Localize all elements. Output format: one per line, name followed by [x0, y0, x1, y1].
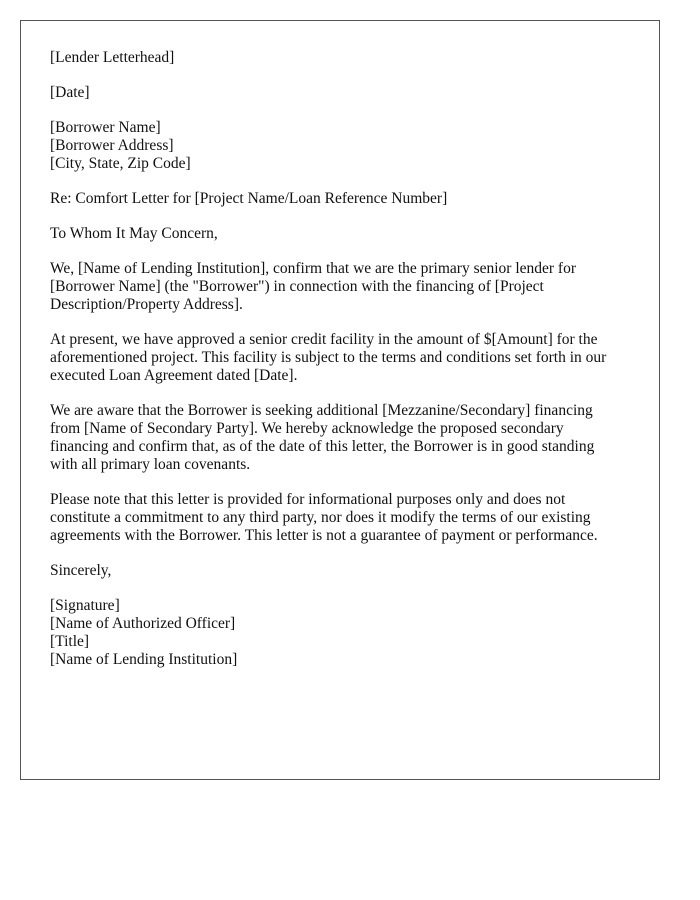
letter-date: [Date]: [50, 84, 90, 101]
body-line: We, [Name of Lending Institution], confirm that we are the primary senior lender for: [50, 260, 577, 277]
recipient-street: [Borrower Address]: [50, 137, 174, 154]
signature: [Signature]: [50, 597, 120, 614]
recipient-name: [Borrower Name]: [50, 119, 161, 136]
closing: Sincerely,: [50, 562, 112, 579]
body-line: from [Name of Secondary Party]. We hereby acknowledge the proposed secondary: [50, 420, 564, 437]
salutation: To Whom It May Concern,: [50, 225, 218, 242]
recipient-address: [50, 119, 640, 173]
subject-line: Re: Comfort Letter for [Project Name/Loan Reference Number]: [50, 190, 448, 207]
institution-name: [Name of Lending Institution]: [50, 651, 238, 668]
letterhead: [Lender Letterhead]: [50, 49, 175, 66]
body-line: financing and confirm that, as of the date of this letter, the Borrower is in good standing: [50, 438, 595, 455]
body-line: constitute a commitment to any third party, nor does it modify the terms of our existing: [50, 509, 591, 526]
body-paragraph-3: [50, 402, 640, 474]
signature-block: [50, 597, 640, 669]
body-line: At present, we have approved a senior credit facility in the amount of $[Amount] for the: [50, 331, 598, 348]
body-line: executed Loan Agreement dated [Date].: [50, 367, 298, 384]
body-line: Please note that this letter is provided for informational purposes only and does not: [50, 491, 566, 508]
body-line: We are aware that the Borrower is seeking additional [Mezzanine/Secondary] financing: [50, 402, 593, 419]
body-line: agreements with the Borrower. This letter is not a guarantee of payment or performance.: [50, 527, 598, 544]
body-line: with all primary loan covenants.: [50, 456, 251, 473]
officer-title: [Title]: [50, 633, 90, 650]
body-paragraph-2: [50, 331, 640, 385]
letter-page: [20, 20, 660, 780]
officer-name: [Name of Authorized Officer]: [50, 615, 236, 632]
body-line: [Borrower Name] (the "Borrower") in connection with the financing of [Project: [50, 278, 544, 295]
body-paragraph-1: [50, 260, 640, 314]
recipient-city: [City, State, Zip Code]: [50, 155, 191, 172]
letter-content: [50, 49, 640, 686]
body-line: aforementioned project. This facility is subject to the terms and conditions set forth in our: [50, 349, 607, 366]
body-line: Description/Property Address].: [50, 296, 243, 313]
body-paragraph-4: [50, 491, 640, 545]
